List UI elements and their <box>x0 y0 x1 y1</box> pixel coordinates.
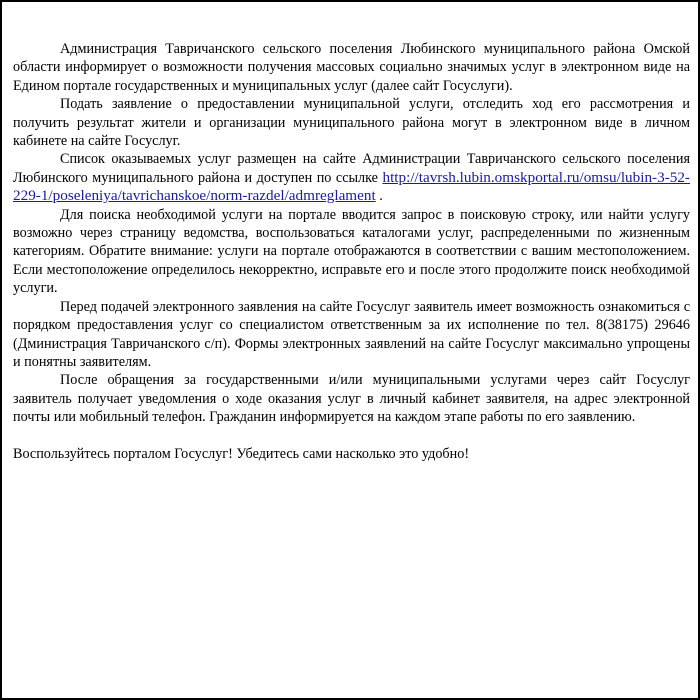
service-list-tail: . <box>375 188 383 205</box>
paragraph-intro: Администрация Тавричанского сельского поселения Любинского муниципального района Омской области информирует о возможности получения массовых социально значимых услуг в электронном виде на Едином портале государственных и муниципальных услуг (далее сайт Госуслуги). <box>13 41 690 94</box>
paragraph-search: Для поиска необходимой услуги на портале вводится запрос в поисковую строку, или найти услугу возможно через страницу ведомства, воспользоваться каталогами услуг, распределенными по жизненным категориям. Обратите внимание: услуги на портале отображаются в соответствии с вашим местоположением. Если местоположение определилось некорректно, исправьте его и после этого продолжите поиск необходимой услуги. <box>13 206 690 297</box>
paragraph-consultation: Перед подачей электронного заявления на сайте Госуслуг заявитель имеет возможность ознакомиться с порядком предоставления услуг со специалистом ответственным за их исполнение по тел. 8(38175) 29646 (Дминистрация Тавричанского с/п). Формы электронных заявлений на сайте Госуслуг максимально упрощены и понятны заявителям. <box>13 298 690 370</box>
service-list-text: Список оказываемых услуг размещен на сайте Администрации Тавричанского сельского поселения Любинского муниципального района и доступен по ссылке <box>13 151 690 186</box>
blank-line <box>13 427 690 445</box>
paragraph-service-list <box>13 150 690 205</box>
closing-line: Воспользуйтесь порталом Госуслуг! Убедитесь сами насколько это удобно! <box>13 445 470 462</box>
paragraph-notifications: После обращения за государственными и/или муниципальными услугами через сайт Госуслуг заявитель получает уведомления о ходе оказания услуг в личный кабинет заявителя, на адрес электронной почты или мобильный телефон. Гражданин информируется на каждом этапе работы по его заявлению. <box>13 372 690 426</box>
admreglament-link[interactable]: http://tavrsh.lubin.omskportal.ru/omsu/lubin-3-52-229-1/poseleniya/tavrichanskoe/norm-razdel/admreglament <box>13 168 690 205</box>
paragraph-application: Подать заявление о предоставлении муниципальной услуги, отследить ход его рассмотрения и получить результат жители и организации муниципального района могут в электронном виде в личном кабинете на сайте Госуслуг. <box>13 96 690 150</box>
document-body <box>13 40 690 463</box>
